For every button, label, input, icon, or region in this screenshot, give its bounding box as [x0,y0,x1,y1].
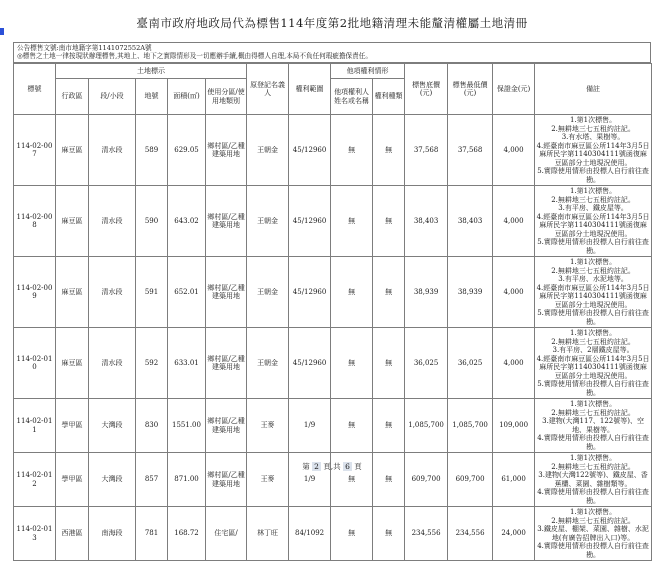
header-other-type: 權利種類 [373,79,405,115]
header-land-group: 土地標示 [56,64,247,79]
cell-owner: 王麥 [247,399,289,453]
cell-area: 633.01 [168,328,206,399]
cell-owner: 王麥 [247,453,289,507]
cell-other-holder: 無 [331,399,373,453]
footer-middle: 頁,共 [323,462,341,471]
remark-line: 5.實際使用情形由投標人自行前往查勘。 [537,380,649,397]
cell-other-holder: 無 [331,328,373,399]
cell-zoning: 鄉村區/乙種建築用地 [206,399,247,453]
cell-other-type: 無 [373,507,405,561]
cell-district: 麻豆區 [56,115,89,186]
header-scope: 權利範圍 [289,64,331,115]
table-row [14,186,652,257]
cell-section: 大灣段 [89,399,136,453]
remark-line: 3.有水塔、果樹等。 [561,133,625,141]
cell-section: 清水段 [89,186,136,257]
table-row [14,115,652,186]
cell-deposit: 61,000 [493,453,535,507]
cell-parcel: 592 [136,328,168,399]
remark-line: 5.實際使用情形由投標人自行前往查勘。 [537,309,649,326]
cell-area: 168.72 [168,507,206,561]
cell-parcel: 830 [136,399,168,453]
header-owner: 原登記名義人 [247,64,289,115]
header-other-group: 他項權利情形 [331,64,405,79]
cell-remarks [535,186,652,257]
cell-no: 114-02-012 [14,453,56,507]
remark-line: 4.經臺南市麻豆區公所114年3月5日麻所民字第1140304111號函復麻豆區部分土地現況使用。 [536,212,650,238]
remark-line: 1.第1次標售。 [569,400,617,408]
remark-line: 5.實際使用情形由投標人自行前往查勘。 [537,167,649,184]
cell-zoning: 鄉村區/乙種建築用地 [206,115,247,186]
remark-line: 4.經臺南市麻豆區公所114年3月5日麻所民字第1140304111號函復麻豆區部分土地現況使用。 [536,354,650,380]
cell-district: 麻豆區 [56,257,89,328]
cell-zoning: 鄉村區/乙種建築用地 [206,257,247,328]
remark-line: 3.有平房、鐵皮屋等。 [558,204,628,212]
cell-no: 114-02-011 [14,399,56,453]
remark-line: 1.第1次標售。 [569,329,617,337]
cell-owner: 王朝金 [247,186,289,257]
cell-other-type: 無 [373,399,405,453]
header-parcel: 地號 [136,79,168,115]
cell-district: 學甲區 [56,399,89,453]
cell-floor-price: 1,085,700 [405,399,448,453]
header-zoning: 使用分區/使用地類別 [206,79,247,115]
remark-line: 1.第1次標售。 [569,454,617,462]
remark-line: 2.無耕地三七五租約註記。 [551,408,635,417]
cell-other-holder: 無 [331,186,373,257]
header-no: 標號 [14,64,56,115]
cell-remarks [535,257,652,328]
cell-district: 麻豆區 [56,186,89,257]
table-body [14,115,652,561]
cell-section: 清水段 [89,257,136,328]
cell-remarks [535,507,652,561]
table-row [14,328,652,399]
cell-no: 114-02-013 [14,507,56,561]
table-row [14,507,652,561]
remark-line: 3.有平房、2層鐵皮屋等。 [552,346,634,354]
cell-area: 871.00 [168,453,206,507]
cell-floor-price: 36,025 [405,328,448,399]
remark-line: 4.實際使用情形由投標人自行前往查勘。 [537,542,649,559]
cell-deposit: 24,000 [493,507,535,561]
remark-line: 4.實際使用情形由投標人自行前往查勘。 [537,488,649,505]
notice-line-disclaimer: ◎標售之土地一律按現狀辦理標售,其地上、地下之實際情形及一切應辦手續,概由得標人自理,本局不負任何瑕疵擔保責任。 [17,52,372,60]
land-sale-table [13,63,652,561]
cell-area: 629.05 [168,115,206,186]
cell-scope: 45/12960 [289,328,331,399]
footer-page-number: 2 [314,462,319,471]
cell-area: 1551.00 [168,399,206,453]
cell-min-price: 36,025 [448,328,493,399]
header-min-price: 標售最低價(元) [448,64,493,115]
table-row [14,257,652,328]
cell-min-price: 234,556 [448,507,493,561]
cell-zoning: 住宅區/ [206,507,247,561]
cell-floor-price: 609,700 [405,453,448,507]
header-deposit: 保證金(元) [493,64,535,115]
remark-line: 2.無耕地三七五租約註記。 [551,124,635,133]
header-remarks: 備註 [535,64,652,115]
cell-no: 114-02-007 [14,115,56,186]
cell-section: 南海段 [89,507,136,561]
cell-min-price: 38,403 [448,186,493,257]
cell-scope: 45/12960 [289,115,331,186]
scan-artifact [0,28,4,35]
cell-other-holder: 無 [331,507,373,561]
cell-min-price: 38,939 [448,257,493,328]
cell-other-holder: 無 [331,257,373,328]
page-footer [0,461,664,472]
cell-floor-price: 38,403 [405,186,448,257]
header-district: 行政區 [56,79,89,115]
cell-deposit: 4,000 [493,328,535,399]
cell-scope: 45/12960 [289,186,331,257]
cell-owner: 林丁旺 [247,507,289,561]
remark-line: 5.實際使用情形由投標人自行前往查勘。 [537,238,649,255]
remark-line: 2.無耕地三七五租約註記。 [551,462,635,471]
header-other-holder: 他項權利人姓名或名稱 [331,79,373,115]
cell-remarks [535,399,652,453]
cell-scope: 1/9 [289,399,331,453]
cell-district: 西港區 [56,507,89,561]
cell-parcel: 590 [136,186,168,257]
cell-min-price: 1,085,700 [448,399,493,453]
cell-remarks [535,328,652,399]
cell-other-type: 無 [373,115,405,186]
remark-line: 4.實際使用情形由投標人自行前往查勘。 [537,434,649,451]
cell-zoning: 鄉村區/乙種建築用地 [206,186,247,257]
cell-owner: 王朝金 [247,328,289,399]
remark-line: 1.第1次標售。 [569,116,617,124]
table-header [14,64,652,115]
remark-line: 3.有平房、水泥地等。 [558,275,628,283]
cell-area: 652.01 [168,257,206,328]
cell-no: 114-02-009 [14,257,56,328]
notice-box [13,42,651,63]
cell-remarks [535,115,652,186]
cell-section: 清水段 [89,115,136,186]
cell-other-holder: 無 [331,115,373,186]
header-section: 段/小段 [89,79,136,115]
remark-line: 2.無耕地三七五租約註記。 [551,337,635,346]
cell-no: 114-02-010 [14,328,56,399]
cell-scope: 1/9 [289,453,331,507]
cell-deposit: 4,000 [493,115,535,186]
page-title: 臺南市政府地政局代為標售114年度第2批地籍清理未能釐清權屬土地清冊 [136,16,528,30]
cell-floor-price: 37,568 [405,115,448,186]
cell-other-type: 無 [373,453,405,507]
footer-total-pages: 6 [345,462,350,471]
cell-owner: 王朝金 [247,257,289,328]
cell-no: 114-02-008 [14,186,56,257]
cell-district: 學甲區 [56,453,89,507]
remark-line: 2.無耕地三七五租約註記。 [551,195,635,204]
remark-line: 3.建物(大灣122號等)、鐵皮屋、香蕉欉、菜園、雜樹類等。 [538,471,648,488]
remark-line: 1.第1次標售。 [569,187,617,195]
header-area: 面積(㎡) [168,79,206,115]
remark-line: 3.建物(大灣117、122號等)、空地、果樹等。 [542,417,644,434]
header-floor-price: 標售底價(元) [405,64,448,115]
remark-line: 3.鐵皮屋、棚架、菜園、雜樹、水泥地(有廣告招牌出入口)等。 [537,525,649,542]
remark-line: 4.經臺南市麻豆區公所114年3月5日麻所民字第1140304111號函復麻豆區部分土地現況使用。 [536,283,650,309]
cell-other-type: 無 [373,186,405,257]
notice-line-doc-number: 公告標售文號:南市地籍字第1141072552A號 [17,44,152,52]
cell-section: 清水段 [89,328,136,399]
cell-min-price: 609,700 [448,453,493,507]
remark-line: 2.無耕地三七五租約註記。 [551,266,635,275]
cell-area: 643.02 [168,186,206,257]
remark-line: 1.第1次標售。 [569,508,617,516]
cell-section: 大灣段 [89,453,136,507]
cell-scope: 45/12960 [289,257,331,328]
remark-line: 4.經臺南市麻豆區公所114年3月5日麻所民字第1140304111號函復麻豆區部分土地現況使用。 [536,141,650,167]
cell-district: 麻豆區 [56,328,89,399]
table-row [14,399,652,453]
remark-line: 2.無耕地三七五租約註記。 [551,516,635,525]
cell-deposit: 109,000 [493,399,535,453]
cell-other-type: 無 [373,257,405,328]
cell-other-holder: 無 [331,453,373,507]
cell-min-price: 37,568 [448,115,493,186]
cell-floor-price: 234,556 [405,507,448,561]
remark-line: 1.第1次標售。 [569,258,617,266]
footer-suffix: 頁 [354,462,362,471]
cell-other-type: 無 [373,328,405,399]
cell-parcel: 589 [136,115,168,186]
cell-zoning: 鄉村區/乙種建築用地 [206,328,247,399]
cell-deposit: 4,000 [493,257,535,328]
footer-prefix: 第 [302,462,310,471]
cell-zoning: 鄉村區/乙種建築用地 [206,453,247,507]
cell-parcel: 591 [136,257,168,328]
cell-parcel: 857 [136,453,168,507]
cell-scope: 84/1092 [289,507,331,561]
cell-parcel: 781 [136,507,168,561]
cell-owner: 王朝金 [247,115,289,186]
cell-deposit: 4,000 [493,186,535,257]
cell-floor-price: 38,939 [405,257,448,328]
